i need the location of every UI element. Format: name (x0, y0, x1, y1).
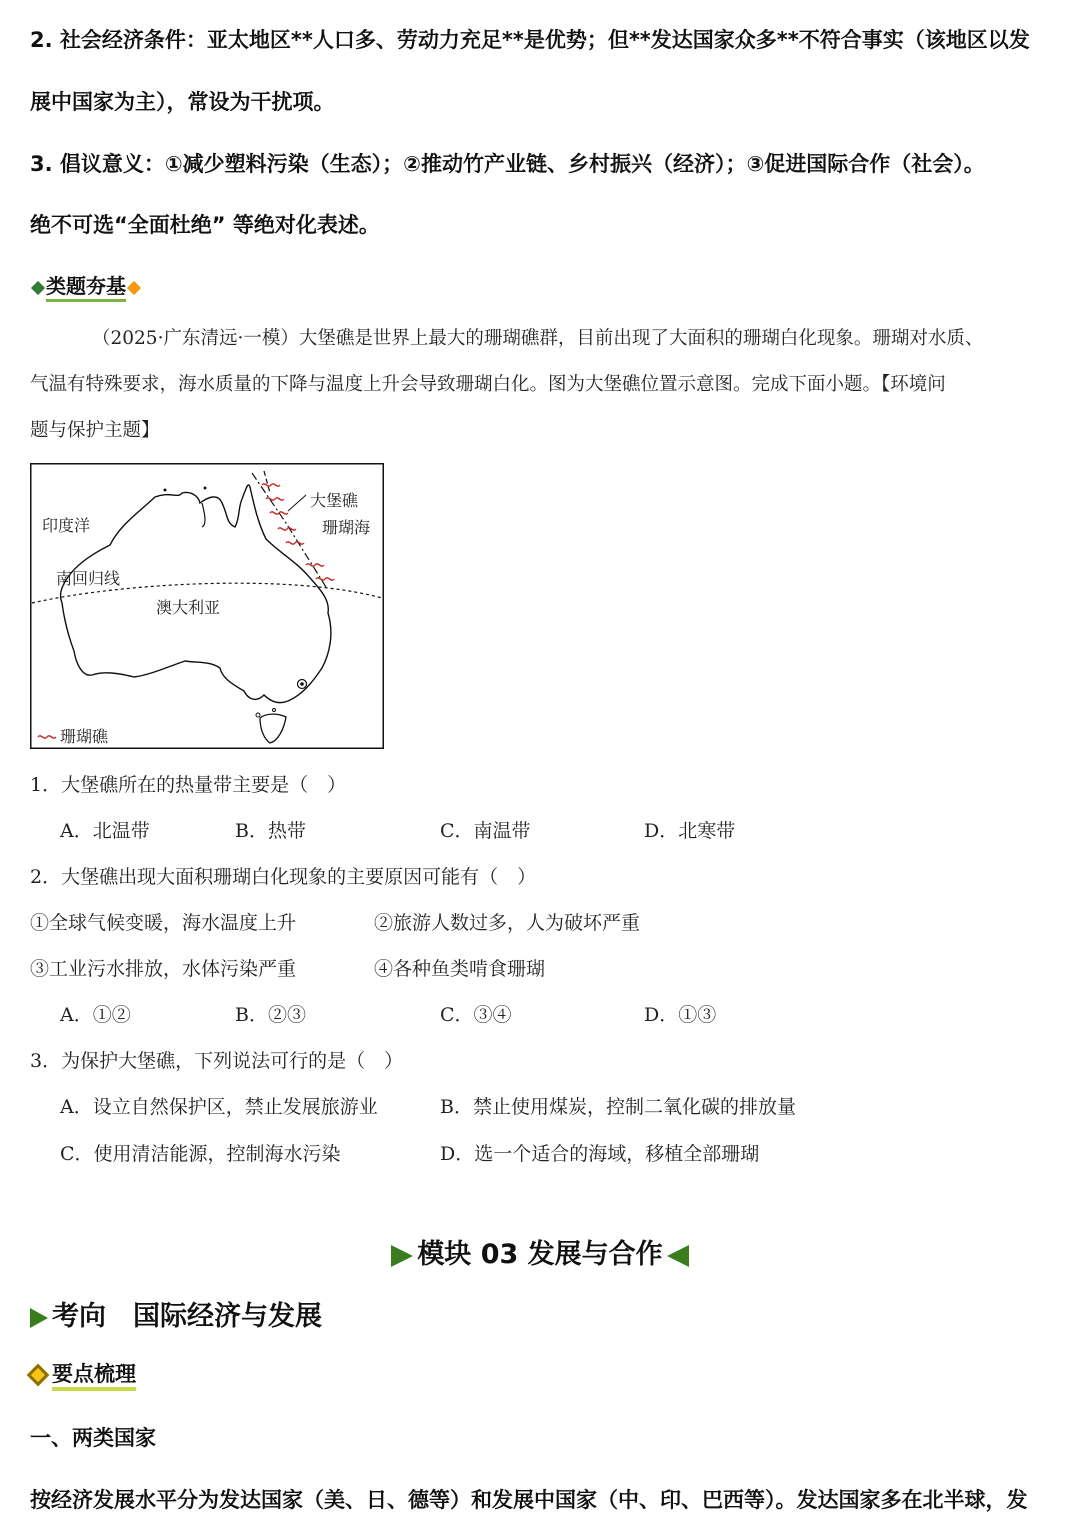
keypoints-heading (30, 1358, 136, 1388)
heading-two-types-of-countries: 一、两类国家 (30, 1426, 156, 1450)
section-tag (30, 270, 142, 299)
arrow-right-icon (391, 1245, 413, 1267)
module-title (0, 1232, 1080, 1271)
section-tag-label: 类题夯基 (46, 274, 126, 302)
module-title-text: 模块 03 发展与合作 (417, 1239, 663, 1270)
q2-item-2: ②旅游人数过多，人为破坏严重 (374, 912, 641, 934)
legend-label: 珊瑚礁 (60, 727, 109, 746)
island-dot (164, 489, 167, 492)
q3-option-c[interactable]: C．使用清洁能源，控制海水污染 (60, 1143, 341, 1165)
label-tropic: 南回归线 (56, 569, 121, 588)
label-coral-sea: 珊瑚海 (322, 518, 371, 537)
q1-option-b[interactable]: B．热带 (235, 820, 306, 842)
label-australia: 澳大利亚 (156, 598, 221, 617)
point-2-line-2: 展中国家为主），常设为干扰项。 (30, 90, 335, 114)
diamond-icon (127, 280, 141, 294)
q2-item-3: ③工业污水排放，水体污染严重 (30, 958, 297, 980)
q1-option-d[interactable]: D．北寒带 (644, 820, 736, 842)
question-2-stem: 2．大堡礁出现大面积珊瑚白化现象的主要原因可能有（ ） (30, 866, 537, 888)
intro-line-1: （2025·广东清远·一模）大堡礁是世界上最大的珊瑚礁群，目前出现了大面积的珊瑚白化现象。珊瑚对水质、 (92, 328, 984, 349)
country-classification-text: 按经济发展水平分为发达国家（美、日、德等）和发展中国家（中、印、巴西等）。发达国家多在北半球，发 (30, 1488, 1028, 1512)
point-3-line-1: 3. 倡议意义：①减少塑料污染（生态）；②推动竹产业链、乡村振兴（经济）；③促进国际合作（社会）。 (30, 152, 985, 176)
direction-title (30, 1294, 322, 1333)
q2-item-4: ④各种鱼类啃食珊瑚 (374, 958, 546, 980)
island-dot (204, 487, 207, 490)
q1-option-a[interactable]: A．北温带 (60, 820, 150, 842)
arrow-right-icon (30, 1308, 48, 1328)
question-3-stem: 3．为保护大堡礁，下列说法可行的是（ ） (30, 1050, 404, 1072)
intro-line-2: 气温有特殊要求，海水质量的下降与温度上升会导致珊瑚白化。图为大堡礁位置示意图。完成下面小题。【环境问 (30, 374, 946, 395)
q3-option-d[interactable]: D．选一个适合的海域，移植全部珊瑚 (440, 1143, 760, 1165)
keypoints-label: 要点梳理 (52, 1362, 136, 1391)
point-3-line-2: 绝不可选“全面杜绝” 等绝对化表述。 (30, 213, 380, 237)
direction-title-text: 考向 国际经济与发展 (52, 1301, 322, 1332)
q3-option-b[interactable]: B．禁止使用煤炭，控制二氧化碳的排放量 (440, 1096, 796, 1118)
q2-item-1: ①全球气候变暖，海水温度上升 (30, 912, 297, 934)
q2-option-d[interactable]: D．①③ (644, 1004, 717, 1026)
point-2-line-1: 2. 社会经济条件：亚太地区**人口多、劳动力充足**是优势；但**发达国家众多**不符合事实（该地区以发 (30, 28, 1030, 52)
label-great-barrier-reef: 大堡礁 (310, 491, 359, 510)
q1-option-c[interactable]: C．南温带 (440, 820, 531, 842)
intro-line-3: 题与保护主题】 (30, 420, 160, 441)
q3-option-a[interactable]: A．设立自然保护区，禁止发展旅游业 (60, 1096, 378, 1118)
q2-option-b[interactable]: B．②③ (235, 1004, 306, 1026)
city-marker-dot (300, 682, 304, 686)
label-indian-ocean: 印度洋 (42, 516, 91, 535)
arrow-left-icon (667, 1245, 689, 1267)
diamond-icon (31, 280, 45, 294)
diamond-badge-icon (27, 1364, 50, 1387)
q2-option-a[interactable]: A．①② (60, 1004, 131, 1026)
question-1-stem: 1．大堡礁所在的热量带主要是（ ） (30, 774, 347, 796)
reef-location-map (30, 463, 384, 749)
q2-option-c[interactable]: C．③④ (440, 1004, 512, 1026)
